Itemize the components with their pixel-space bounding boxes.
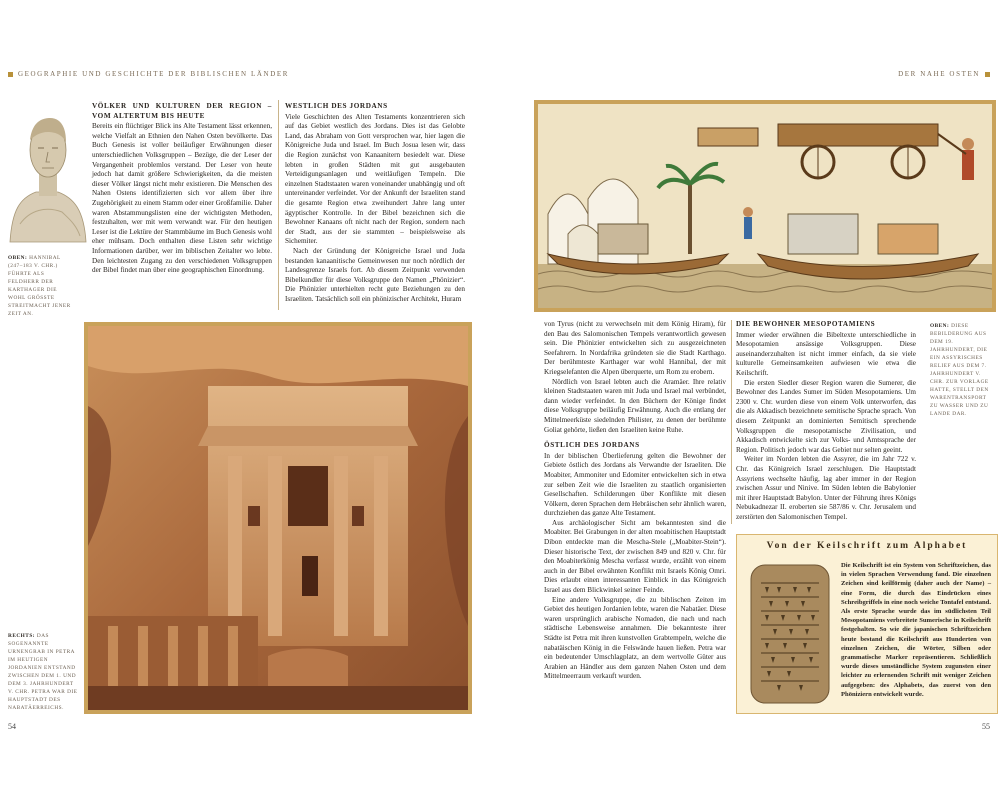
heading-oestlich: ÖSTLICH DES JORDANS bbox=[544, 441, 640, 450]
cuneiform-tablet-image bbox=[747, 559, 833, 709]
page-number-right: 55 bbox=[982, 722, 990, 731]
paragraph: In der biblischen Überlieferung gelten die Bewohner der Gebiete östlich des Jordans als Verwandte der Israeliten. Die Moabiter, Ammoniter und Edomiter entwickelten sich in etwa zur selben Zeit wie die Israeliten zu staatlich organisierten Gesellschaften. Schilderungen über Konflikte mit diesen Völkern, deren Sprachen dem Hebräischen sehr ähnlich waren, durchziehen das ganze Alte Testament. bbox=[544, 451, 726, 518]
paragraph: Nördlich von Israel lebten auch die Aramäer. Ihre relativ kleinen Stadtstaaten waren mit Juda und Israel mal verbündet, dann wieder verfeindet. In den Büchern der Könige findet diese Volksgruppe beiläufig Erwähnung. Auch die entlang der Mittelmeerküste siedelnden Philister, zu denen der berühmte Goliat gehörte, ließen den Israeliten keine Ruhe. bbox=[544, 377, 726, 434]
heading-westlich: WESTLICH DES JORDANS bbox=[285, 102, 388, 110]
paragraph: Aus archäologischer Sicht am bekanntesten sind die Moabiter. Bei Grabungen in der alten moabitischen Hauptstadt Dibon entdeckte man die Mescha-Stele („Moabiter-Stein“). Dieser historische Text, der zwischen 849 und 820 v. Chr. für den Moabiterkönig Mescha verfasst wurde, erzählt von einem auch in der Bibel erwähnten Konflikt mit Israels König Omri. Dies erlaubt einen interessanten Einblick in das Königreich Israel aus dem Blickwinkel seiner Feinde. bbox=[544, 518, 726, 595]
paragraph: Die ersten Siedler dieser Region waren die Sumerer, die Bewohner des Landes Sumer im Süden Mesopotamiens. Um 2300 v. Chr. wurden diese von einem Volk unterworfen, das die als Akkadisch bezeichnete semitische Sprache sprach. Von diesem Zeitpunkt an dominierten Semitisch sprechende Volksgruppen die mesopotamische Zivilisation, und Akkadisch entwickelte sich zur Volks- und Amtssprache der Region. Politisch jedoch war das Gebiet nur selten geeint. bbox=[736, 378, 916, 454]
relief-caption: OBEN: DIESE BEBILDERUNG AUS DEM 19. JAHRHUNDERT, DIE EIN ASSYRISCHES RELIEF AUS DEM 7. JAHRHUNDERT V. CHR. ZUR VORLAGE HATTE, STELLT DEN WARENTRANSPORT ZU WASSER UND ZU LANDE DAR. bbox=[930, 323, 989, 417]
section-westlich-jordans bbox=[285, 102, 465, 304]
hannibal-caption: OBEN: HANNIBAL (247–183 V. CHR.) FÜHRTE ALS FELDHERR DER KARTHAGER DIE WOHL GRÖSSTE STREITMACHT JENER ZEIT AN. bbox=[8, 255, 71, 317]
paragraph: Nach der Gründung der Königreiche Israel und Juda bestanden kanaanitische Gemeinwesen nur noch nördlich der Landesgrenze Israels fort. Ab diesem Zeitpunkt verwenden Bibelkundler für diese Volksgruppe den Namen „Phönizier“. Die Phönizier unterhielten recht gute Beziehungen zu den Israeliten. Tatsächlich soll ein phönizischer Architekt, Huram bbox=[285, 246, 465, 303]
column-divider bbox=[731, 320, 732, 524]
section-mesopotamien bbox=[736, 320, 916, 522]
sidebar-keilschrift bbox=[736, 534, 998, 714]
running-head-left: GEOGRAPHIE UND GESCHICHTE DER BIBLISCHEN LÄNDER bbox=[8, 70, 289, 78]
sidebar-title: Von der Keilschrift zum Alphabet bbox=[766, 541, 968, 551]
paragraph: Weiter im Norden lebten die Assyrer, die im Jahr 722 v. Chr. das Königreich Israel zerschlugen. Die Hauptstadt Assyriens wechselte häufig, lag aber immer in der Region zwischen Assur und Ninive. Im Süden lebten die Babylonier mit ihrer Hauptstadt Babylon. Unter der Führung ihres Königs Nebukadnezar II. eroberten sie 587/86 v. Chr. Jerusalem und zerstörten den Salomonischen Tempel. bbox=[736, 455, 916, 521]
paragraph: Viele Geschichten des Alten Testaments konzentrieren sich auf das Gebiet westlich des Jordans. Dies ist das Gelobte Land, das Abraham von Gott versprochen war, hier lagen die Königreiche Juda und Israel. Im Buch Josua lesen wir, dass die Region zunächst von Kanaanitern besiedelt war. Diese lebten in großen Städten mit gut ausgebauten Verteidigungsanlagen und weitläufigen Tempeln. Die einzelnen Stadtstaaten waren voneinander unabhängig und oft untereinander verfeindet. Vor der Ankunft der Israeliten stand die gesamte Region etwa zweihundert Jahre lang unter ägyptischer Kontrolle. In der Bibel bezeichnen sich die Bewohner Kanaans oft nicht nach der Region, sondern nach der Stadt, aus der sie stammten – beispielsweise als Sichemiter. bbox=[285, 112, 465, 246]
section-voelker-kulturen bbox=[92, 102, 272, 276]
paragraph: Eine andere Volksgruppe, die zu biblischen Zeiten im Gebiet des heutigen Jordanien lebte, waren die Nabatäer. Diese waren ursprünglich arabische Nomaden, die nach und nach städtische Lebensweise annahmen. Die bekannteste ihrer Städte ist Petra mit ihren kunstvollen Grabtempeln, welche die nabatäischen König in die Felswände hauen ließen. Petra war ein bedeutender Umschlagplatz, an dem wertvolle Güter aus Arabien an Händler aus dem ganzen Nahen Osten und dem Mittelmeerraum verkauft wurden. bbox=[544, 595, 726, 681]
column-divider bbox=[278, 100, 279, 310]
paragraph: Immer wieder erwähnen die Bibeltexte unterschiedliche in Mesopotamien ansässige Volksgruppen. Diese auseinanderzuhalten ist nicht immer einfach, da sie viele kulturelle Gemeinsamkeiten aufwiesen wie etwa die Keilschrift. bbox=[736, 330, 916, 377]
hannibal-bust-image bbox=[6, 92, 88, 247]
paragraph: von Tyrus (nicht zu verwechseln mit dem König Hiram), für den Bau des Salomonischen Tempels verantwortlich gewesen sein. Die Phönizier entwickelten sich zu ausgezeichneten Seefahrern. In Nordafrika gründeten sie die Stadt Karthago. Der berühmteste Karthager war wohl Hannibal, der mit Kriegselefanten die Alpen überquerte, um Rom zu erobern. bbox=[544, 320, 726, 376]
assyrian-relief-illustration bbox=[534, 100, 996, 312]
paragraph: Bereits ein flüchtiger Blick ins Alte Testament lässt erkennen, welche Vielfalt an Ethnien den Nahen Osten bevölkerte. Das Buch Genesis ist voller beiläufiger Erwähnungen dieser unterschiedlichen Volksgruppen – Bezüge, die der Leser der Vergangenheit problemlos verstand. Der Leser von heute jedoch hat damit größere Schwierigkeiten, da die meisten dieser Völker längst nicht mehr existieren. Die Menschen des Nahen Ostens identifizierten sich vor allem über ihre Zugehörigkeit zu einem Stamm oder einer Großfamilie. Daher waren Abstammungslisten eine der wichtigsten Methoden, festzuhalten, wer mit wem verwandt war. Für den heutigen Leser ist die Lektüre der Stammbäume im Buch Genesis wohl eher mühsam. Doch enthalten diese Listen sehr wichtige Informationen darüber, wer im biblischen Zeitalter wo lebte. Den leichtesten Zugang zu den verschiedenen Volksgruppen der Bibel findet man über eine geographischen Einordnung. bbox=[92, 122, 272, 275]
sidebar-text: Die Keilschrift ist ein System von Schriftzeichen, das in vielen Sprachen Verwendung fand. Die einzelnen Zeichen sind keilförmig (daher auch der Name) – eine Form, die durch das Eindrücken eines Schreibgriffels in eine noch weiche Tontafel entstand. Als erste Sprache wurde das im südlichsten Teil Mesopotamiens verbreitete Sumerische in Keilschrift festgehalten. So wie die japanischen Schriftzeichen heute bestand die Keilschrift aus Hunderten von einzelnen Zeichen, die Wörter, Silben oder grammatische Marker repräsentieren. Schließlich wurde dieses umständliche System zugunsten einer leichter zu erlernenden Schrift mit weniger Zeichen aufgegeben: des Alphabets, das zuerst von den Phöniziern entwickelt wurde. bbox=[841, 562, 991, 698]
heading-mesopotamien: DIE BEWOHNER MESOPOTAMIENS bbox=[736, 320, 876, 328]
petra-urn-tomb-photo bbox=[84, 322, 472, 714]
petra-caption: RECHTS: DAS SOGENANNTE URNENGRAB IN PETRA IM HEUTIGEN JORDANIEN ENTSTAND ZWISCHEN DEM 1. UND DEM 3. JAHRHUNDERT V. CHR. PETRA WAR DIE HAUPTSTADT DES NABATÄERREICHS. bbox=[8, 633, 78, 711]
running-head-right: DER NAHE OSTEN bbox=[898, 70, 990, 78]
section-phoenizier-oestlich bbox=[544, 320, 726, 682]
heading-voelker: VÖLKER UND KULTUREN DER REGION – VOM ALTERTUM BIS HEUTE bbox=[92, 102, 272, 120]
page-number-left: 54 bbox=[8, 722, 16, 731]
